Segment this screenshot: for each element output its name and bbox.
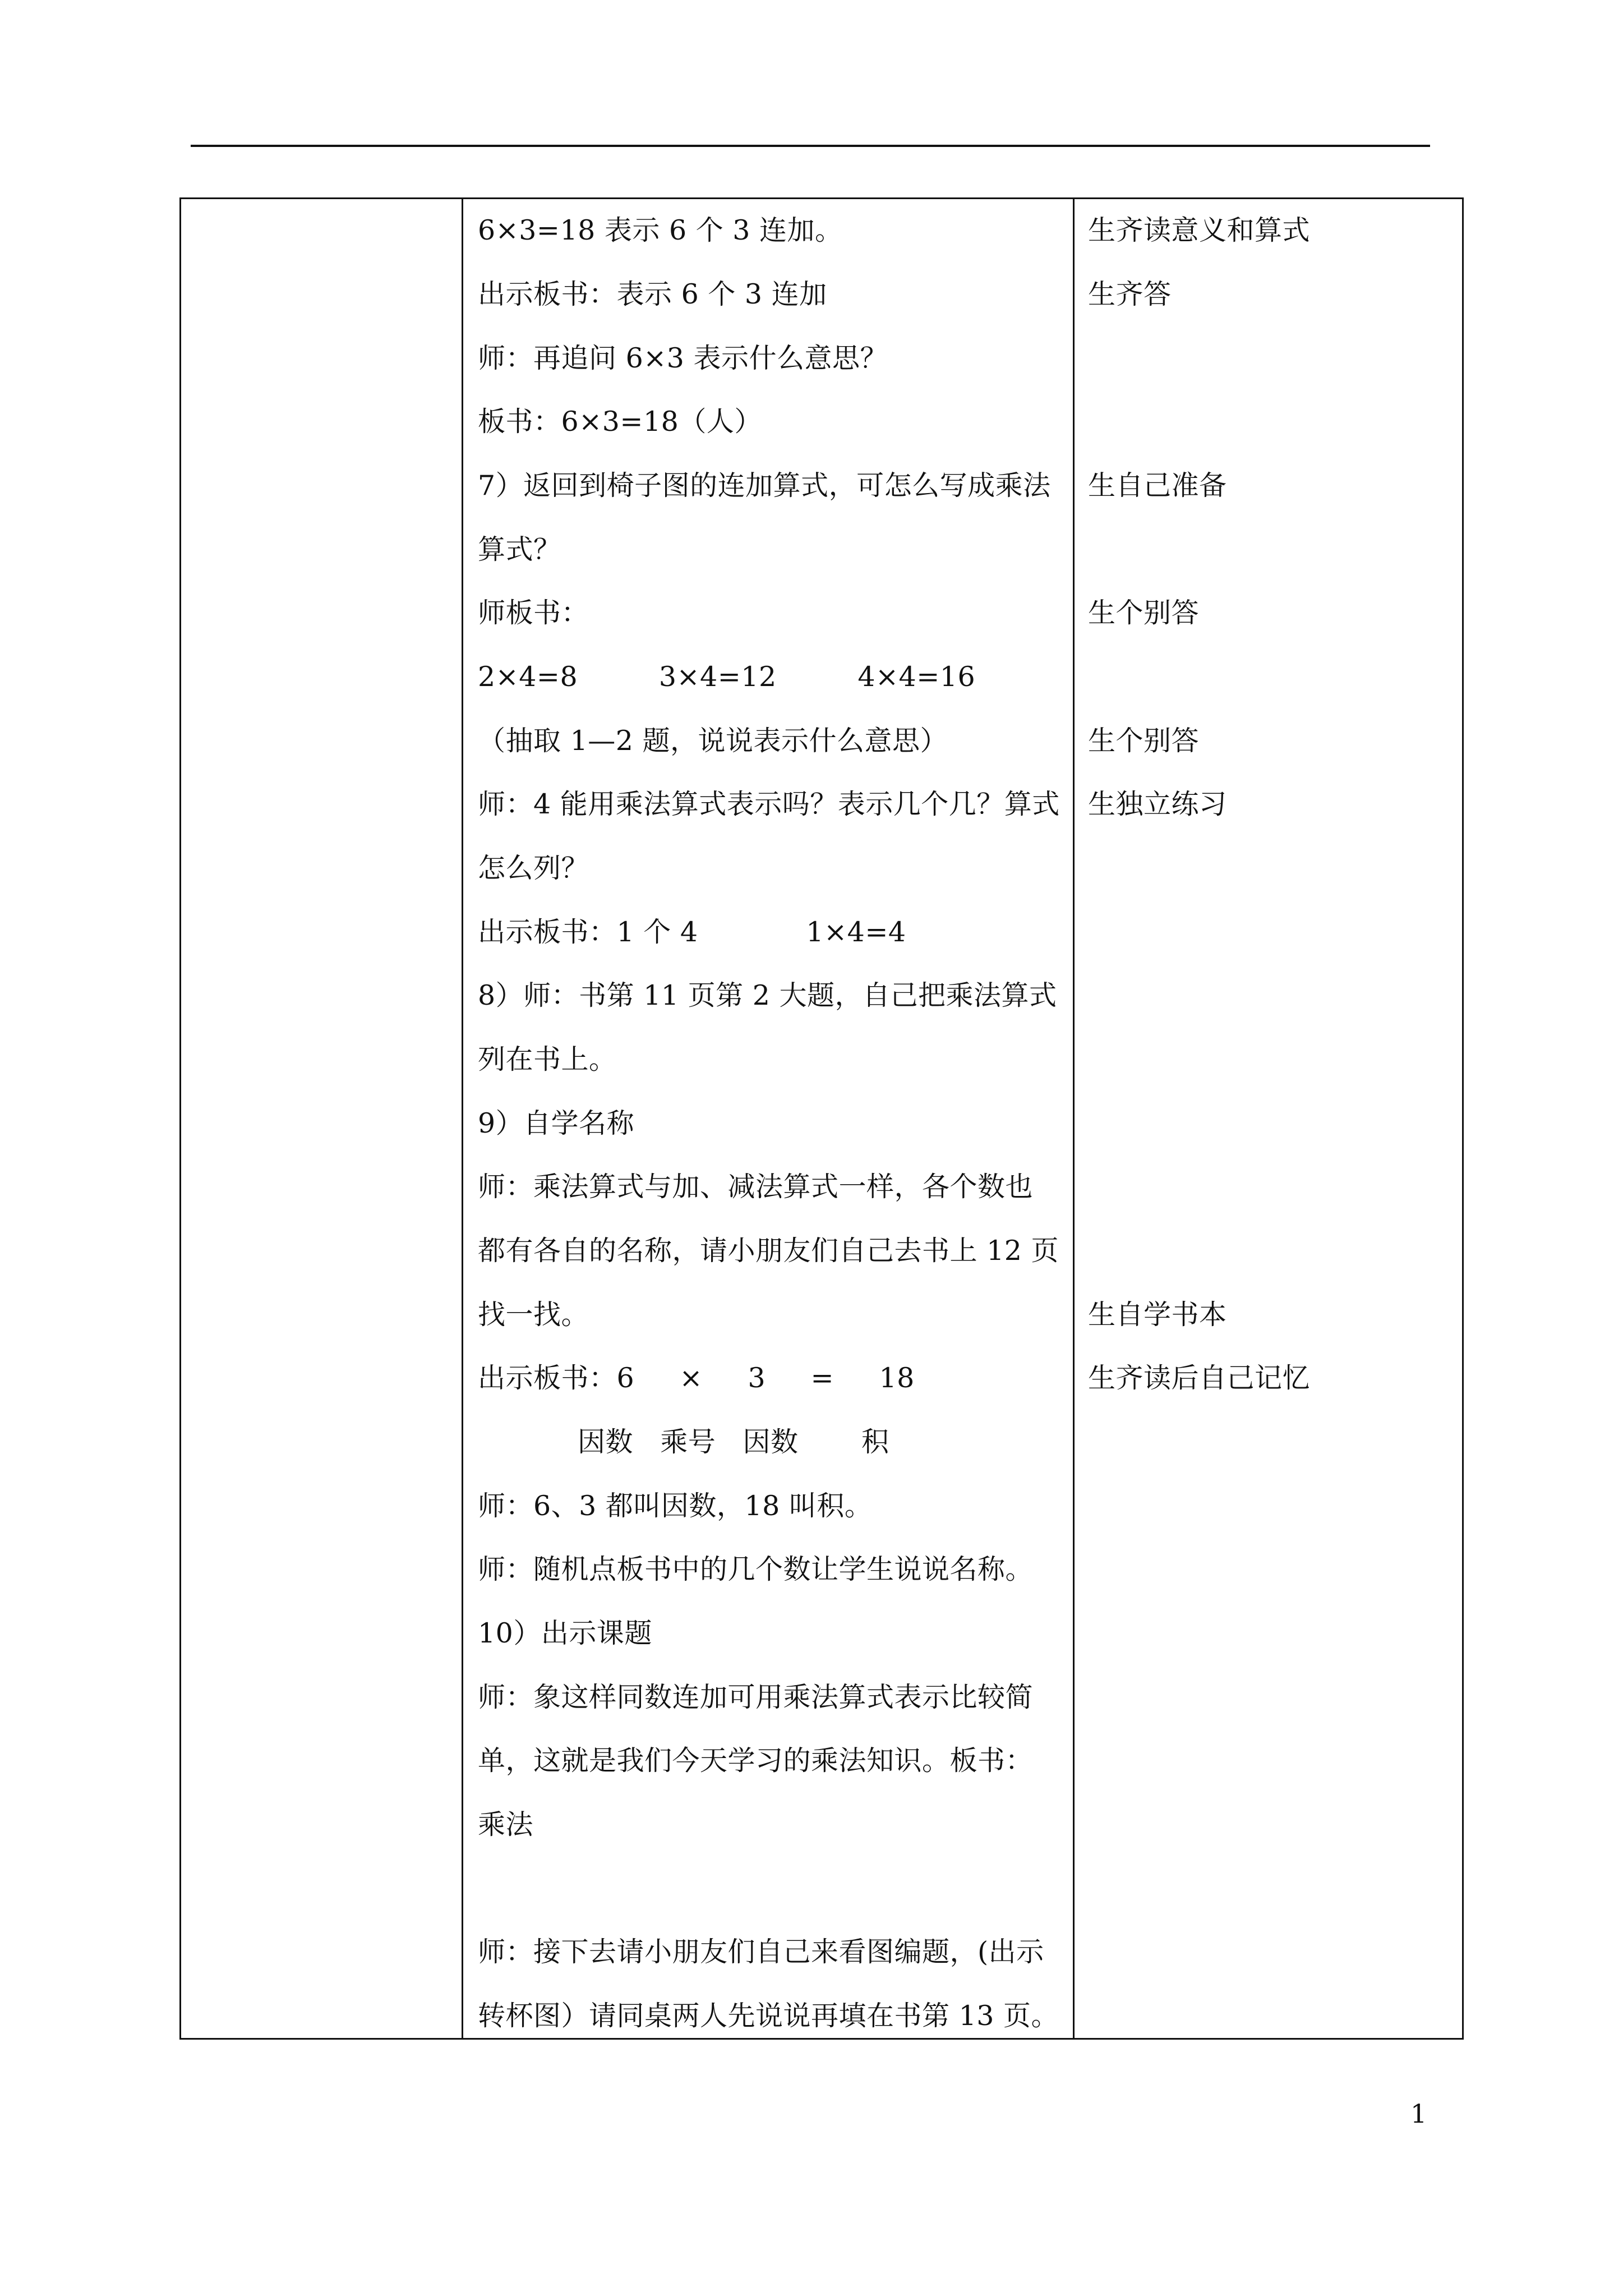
mid-line-14: 列在书上。 <box>478 1043 617 1075</box>
mid-line-24: 师：象这样同数连加可用乘法算式表示比较简 <box>478 1681 1034 1713</box>
mid-line-17: 都有各自的名称，请小朋友们自己去书上 12 页 <box>478 1235 1059 1267</box>
right-line-7: 生自学书本 <box>1088 1299 1227 1331</box>
mid-line-23: 10）出示课题 <box>478 1617 652 1649</box>
right-line-2: 生齐答 <box>1088 278 1172 310</box>
mid-line-9: （抽取 1—2 题，说说表示什么意思） <box>478 725 948 757</box>
right-line-1: 生齐读意义和算式 <box>1088 214 1311 246</box>
mid-line-18: 找一找。 <box>478 1299 589 1331</box>
right-line-4: 生个别答 <box>1088 597 1200 629</box>
mid-line-6: 算式？ <box>478 533 561 565</box>
mid-line-1: 6×3=18 表示 6 个 3 连加。 <box>478 214 843 246</box>
page-number: 1 <box>1410 2099 1427 2129</box>
header-rule <box>191 145 1430 147</box>
mid-line-21: 师：6、3 都叫因数，18 叫积。 <box>478 1490 873 1522</box>
mid-line-10: 师：4 能用乘法算式表示吗？表示几个几？算式 <box>478 788 1060 820</box>
mid-line-5: 7）返回到椅子图的连加算式，可怎么写成乘法 <box>478 470 1051 501</box>
mid-line-27: 师：接下去请小朋友们自己来看图编题，(出示 <box>478 1936 1044 1968</box>
mid-line-28: 转杯图）请同桌两人先说说再填在书第 13 页。 <box>478 2000 1059 2032</box>
mid-line-12: 出示板书：1 个 4 1×4=4 <box>478 916 906 948</box>
mid-line-7: 师板书： <box>478 597 589 629</box>
mid-line-26: 乘法 <box>478 1809 534 1841</box>
right-line-8: 生齐读后自己记忆 <box>1088 1362 1311 1394</box>
right-line-5: 生个别答 <box>1088 725 1200 757</box>
mid-line-20: 因数 乘号 因数 积 <box>578 1426 889 1458</box>
mid-line-22: 师：随机点板书中的几个数让学生说说名称。 <box>478 1553 1034 1585</box>
right-line-6: 生独立练习 <box>1088 788 1227 820</box>
mid-line-11: 怎么列？ <box>478 852 589 884</box>
mid-line-3: 师：再追问 6×3 表示什么意思？ <box>478 342 888 374</box>
mid-line-15: 9）自学名称 <box>478 1107 635 1139</box>
mid-line-8: 2×4=8 3×4=12 4×4=16 <box>478 661 976 693</box>
mid-line-4: 板书：6×3=18（人） <box>478 406 762 438</box>
column-divider-2 <box>1073 199 1075 2038</box>
column-divider-1 <box>462 199 463 2038</box>
mid-line-13: 8）师：书第 11 页第 2 大题，自己把乘法算式 <box>478 979 1057 1011</box>
mid-line-2: 出示板书：表示 6 个 3 连加 <box>478 278 827 310</box>
right-line-3: 生自己准备 <box>1088 470 1227 501</box>
mid-line-16: 师：乘法算式与加、减法算式一样，各个数也 <box>478 1171 1034 1203</box>
mid-line-19: 出示板书：6 × 3 = 18 <box>478 1362 915 1394</box>
mid-line-25: 单，这就是我们今天学习的乘法知识。板书： <box>478 1745 1034 1777</box>
